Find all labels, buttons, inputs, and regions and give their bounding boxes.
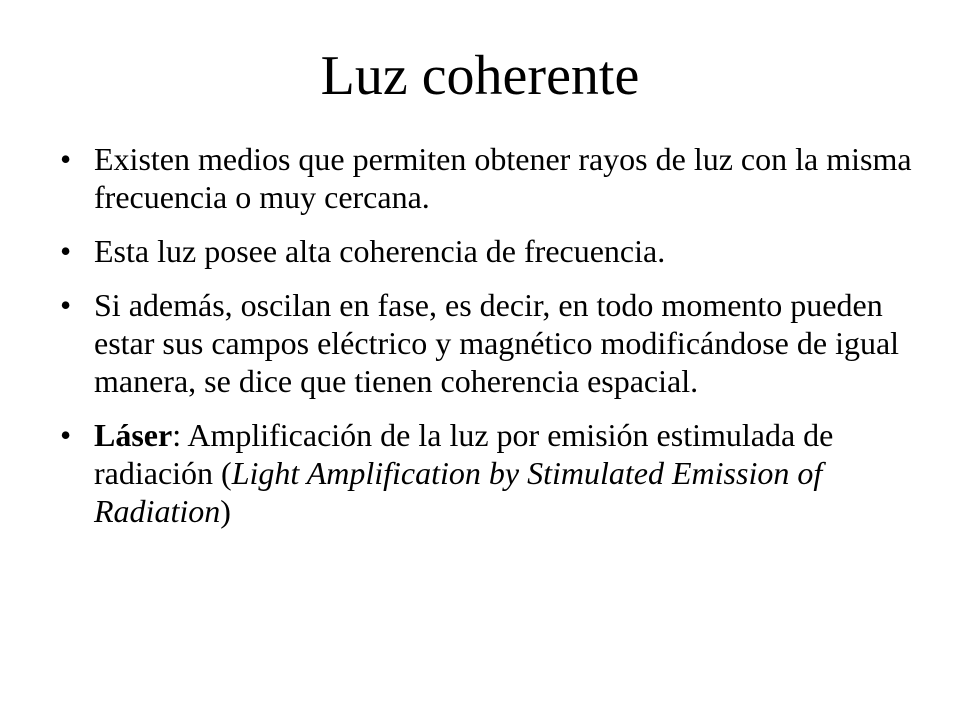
laser-english-expansion: Light Amplification by Stimulated Emission of Radiation: [94, 455, 823, 529]
bullet-text: Esta luz posee alta coherencia de frecuencia.: [94, 233, 666, 269]
bullet-marker: •: [60, 417, 72, 453]
slide-title: Luz coherente: [320, 45, 640, 107]
bullet-text: Existen medios que permiten obtener rayos de luz con la misma frecuencia o muy cercana.: [94, 141, 912, 215]
bullet-marker: •: [60, 141, 72, 177]
laser-close-paren: ): [220, 493, 231, 529]
bullet-item-laser: [60, 416, 920, 530]
bullet-marker: •: [60, 287, 72, 323]
bullet-list: [60, 140, 920, 546]
bullet-marker: •: [60, 233, 72, 269]
bullet-item: [60, 140, 920, 216]
bullet-item: [60, 232, 920, 270]
bullet-item: [60, 286, 920, 400]
laser-term: Láser: [94, 417, 173, 453]
laser-definition: : Amplificación de la luz por emisión estimulada de radiación (: [94, 417, 834, 491]
bullet-text: Si además, oscilan en fase, es decir, en todo momento pueden estar sus campos eléctrico y magnético modificándose de igual manera, se dice que tienen coherencia espacial.: [94, 287, 900, 399]
